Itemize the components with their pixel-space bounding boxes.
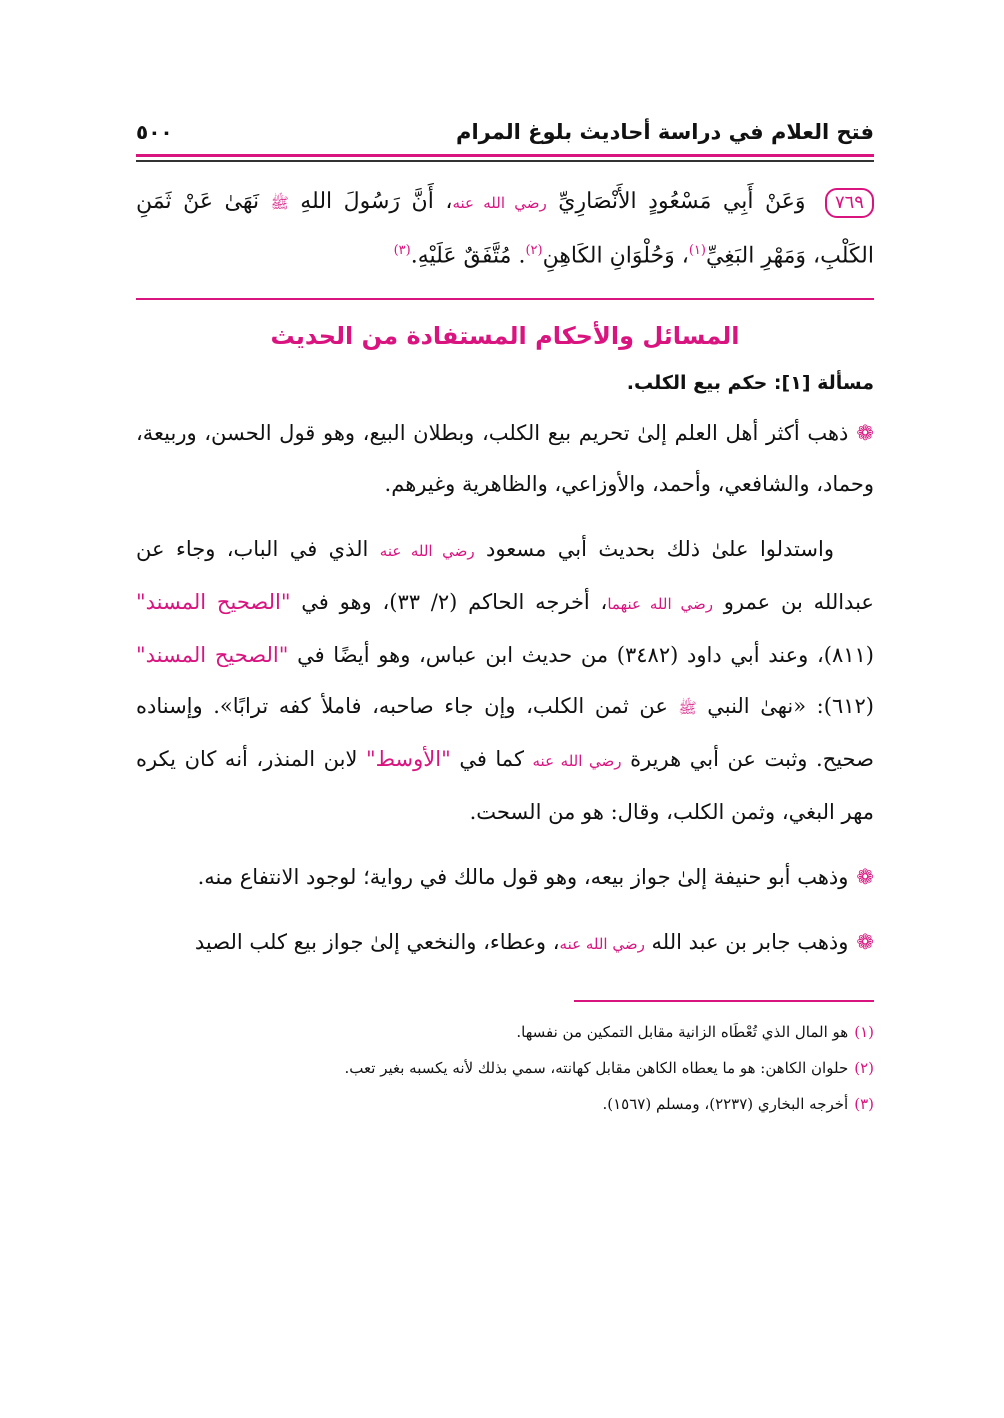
footnote-text: هو المال الذي تُعْطَاه الزانية مقابل التمكين من نفسها. <box>516 1023 849 1042</box>
p2-a: واستدلوا علىٰ ذلك بحديث أبي مسعود <box>486 537 834 562</box>
honorific-icon: رضي الله عنه <box>452 194 547 212</box>
hadith-part-4: ، وَحُلْوَانِ الكَاهِنِ <box>542 243 689 269</box>
book-ref-sahih-musnad-2: "الصحيح المسند" <box>136 643 289 668</box>
masala-heading <box>136 372 874 394</box>
paragraph-3 <box>136 852 874 903</box>
p4-b: ، وعطاء، والنخعي إلىٰ جواز بيع كلب الصيد <box>194 930 560 955</box>
paragraph-1-text: ذهب أكثر أهل العلم إلىٰ تحريم بيع الكلب، وبطلان البيع، وهو قول الحسن، وربيعة، وحماد، والشافعي، وأحمد، والأوزاعي، والظاهرية وغيرهم. <box>136 421 874 497</box>
footnote-3 <box>136 1086 874 1122</box>
p4-a: وذهب جابر بن عبد الله <box>651 930 849 955</box>
footnote-ref-2[interactable]: (٢) <box>525 243 543 258</box>
flower-bullet-icon: ❁ <box>856 930 874 955</box>
honorific-icon: رضي الله عنه <box>532 752 622 771</box>
masala-label: مسألة [١]: <box>773 372 874 395</box>
hadith-part-1: وَعَنْ أَبِي مَسْعُودٍ الأَنْصَارِيِّ <box>558 189 806 214</box>
p2-b: الذي في الباب، وجاء عن عبدالله بن عمرو <box>136 537 874 615</box>
hadith-part-3: نَهَىٰ عَنْ ثَمَنِ الكَلْبِ، وَمَهْرِ البَغِيِّ <box>136 189 874 269</box>
honorific-icon: رضي الله عنه <box>559 935 645 954</box>
book-ref-awsat: "الأوسط" <box>365 747 451 772</box>
p2-f: عن ثمن الكلب، وإن جاء صاحبه، فاملأ كفه ترابًا». وإسناده صحيح. وثبت عن أبي هريرة <box>136 694 874 772</box>
hadith-divider <box>136 298 874 300</box>
footnote-divider <box>574 1000 874 1002</box>
footnote-text: أخرجه البخاري (٢٢٣٧)، ومسلم (١٥٦٧). <box>602 1095 849 1114</box>
header-rule-dark <box>136 160 874 162</box>
hadith-number: ٧٦٩ <box>825 188 874 218</box>
hadith-text <box>136 178 874 280</box>
footnotes <box>136 1014 874 1122</box>
footnote-ref-3[interactable]: (٣) <box>393 243 411 258</box>
p2-g: كما في <box>459 747 524 772</box>
flower-bullet-icon: ❁ <box>856 865 874 890</box>
header-rule-pink <box>136 154 874 157</box>
footnote-2 <box>136 1050 874 1086</box>
book-ref-sahih-musnad: "الصحيح المسند" <box>136 590 291 615</box>
salla-icon: ﷺ <box>678 699 697 718</box>
footnote-ref-1[interactable]: (١) <box>688 243 706 258</box>
section-title: المسائل والأحكام المستفادة من الحديث <box>270 322 740 351</box>
paragraph-3-text: وذهب أبو حنيفة إلىٰ جواز بيعه، وهو قول مالك في رواية؛ لوجود الانتفاع منه. <box>197 865 849 890</box>
p2-h: لابن المنذر، أنه كان يكره مهر البغي، وثمن الكلب، وقال: هو من السحت. <box>136 747 874 825</box>
honorific-icon: رضي الله عنه <box>379 542 475 561</box>
book-title: فتح العلام في دراسة أحاديث بلوغ المرام <box>456 120 874 144</box>
footnote-text: حلوان الكاهن: هو ما يعطاه الكاهن مقابل كهانته، سمي بذلك لأنه يكسبه بغير تعب. <box>344 1059 849 1078</box>
page-header <box>136 110 874 154</box>
page <box>136 110 874 1122</box>
page-number: ٥٠٠ <box>136 120 173 144</box>
p2-d: (٨١١)، وعند أبي داود (٣٤٨٢) من حديث ابن عباس، وهو أيضًا في <box>297 643 874 668</box>
flower-bullet-icon: ❁ <box>856 421 874 446</box>
footnote-number: (٣) <box>854 1095 874 1114</box>
footnote-number: (٢) <box>854 1059 874 1078</box>
paragraph-1 <box>136 408 874 510</box>
masala-text: حكم بيع الكلب. <box>626 372 768 395</box>
p2-c: ، أخرجه الحاكم (٢/ ٣٣)، وهو في <box>301 590 608 615</box>
honorific-dual-icon: رضي الله عنهما <box>607 595 713 614</box>
salla-icon: ﷺ <box>270 194 289 212</box>
paragraph-4 <box>136 917 874 970</box>
p2-e: (٦١٢): «نهىٰ النبي <box>707 694 874 719</box>
hadith-part-2: ، أَنَّ رَسُولَ اللهِ <box>300 189 453 214</box>
footnote-1 <box>136 1014 874 1050</box>
footnote-number: (١) <box>854 1023 874 1042</box>
paragraph-2 <box>136 524 874 838</box>
hadith-part-5: . مُتَّفَقٌ عَلَيْهِ. <box>410 243 526 269</box>
